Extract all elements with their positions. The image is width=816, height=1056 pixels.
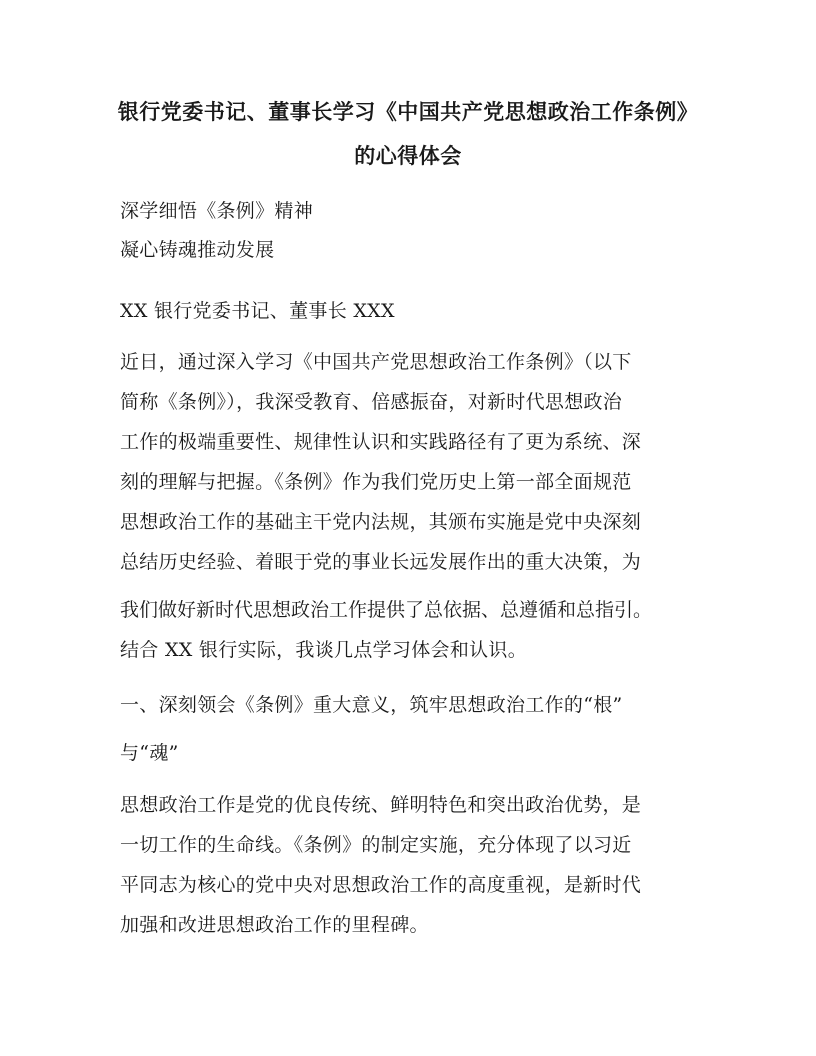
subtitle-line-2: 凝心铸魂推动发展	[120, 239, 275, 261]
paragraph-1-line: 思想政治工作的基础主干党内法规，其颁布实施是党中央深刻	[120, 511, 642, 533]
paragraph-1-line: 结合 XX 银行实际，我谈几点学习体会和认识。	[120, 639, 528, 661]
paragraph-1-line: 简称《条例》），我深受教育、倍感振奋，对新时代思想政治	[120, 391, 623, 413]
section-heading-1-line: 与“魂”	[120, 742, 179, 764]
paragraph-1-line: 我们做好新时代思想政治工作提供了总依据、总遵循和总指引。	[120, 599, 653, 621]
paragraph-1-line: 工作的极端重要性、规律性认识和实践路径有了更为系统、深	[120, 431, 642, 453]
paragraph-1-line: 刻的理解与把握。《条例》作为我们党历史上第一部全面规范	[120, 471, 632, 493]
section-heading-1-line: 一、深刻领会《条例》重大意义，筑牢思想政治工作的“根”	[120, 694, 623, 716]
paragraph-2-line: 平同志为核心的党中央对思想政治工作的高度重视，是新时代	[120, 874, 642, 896]
paragraph-2-line: 思想政治工作是党的优良传统、鲜明特色和突出政治优势，是	[120, 794, 642, 816]
document-title-line-2: 的心得体会	[354, 143, 462, 168]
paragraph-1-line: 近日，通过深入学习《中国共产党思想政治工作条例》（以下	[120, 351, 632, 373]
author-line: XX 银行党委书记、董事长 XXX	[120, 300, 395, 322]
subtitle-line-1: 深学细悟《条例》精神	[120, 200, 314, 222]
paragraph-1-line: 总结历史经验、着眼于党的事业长远发展作出的重大决策，为	[120, 551, 642, 573]
document-title-line-1: 银行党委书记、董事长学习《中国共产党思想政治工作条例》	[117, 99, 699, 124]
paragraph-2-line: 加强和改进思想政治工作的里程碑。	[120, 914, 429, 936]
paragraph-2-line: 一切工作的生命线。《条例》的制定实施，充分体现了以习近	[120, 834, 632, 856]
